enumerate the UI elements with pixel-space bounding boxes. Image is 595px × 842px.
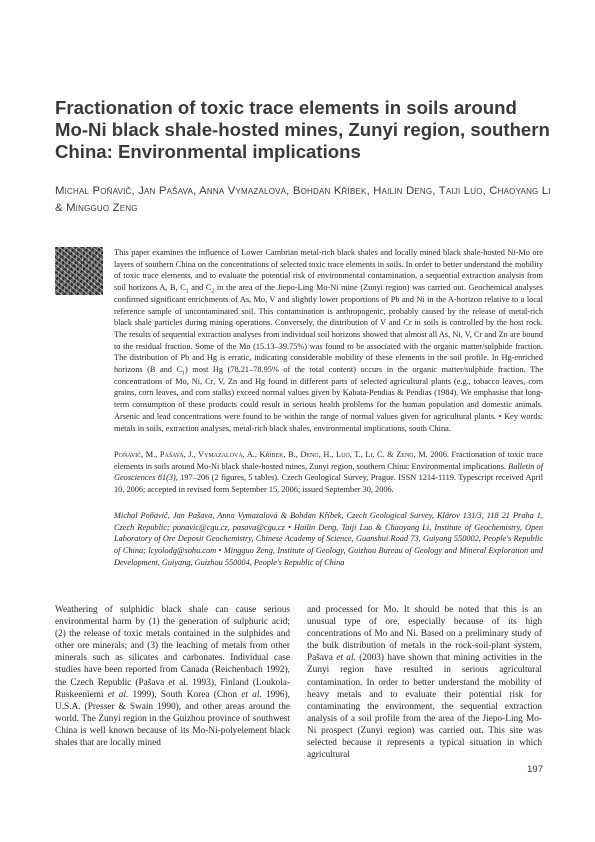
body-column-right: and processed for Mo. It should be noted that this is an unusual type of ore, especially because of its high concentrations of Mo and Ni. Based on a preliminary study of the bulk distribution of metals in the rock-soil-plant system, Pašava et al. (2003) have shown that mining activities in the Zunyi region have resulted in serious agricultural contamination. In order to better understand the mobility of heavy metals and to evaluate their potential risk for contaminating the environment, the sequential extraction analysis of a soil profile from the area of the Jiepo-Ling Mo-Ni prospect (Zunyi region) was carried out. This site was selected because it represents a typical situation in which agricultural [307,605,542,761]
black-shale-thumbnail [55,247,103,295]
author-affiliations: Michal Poňavič, Jan Pašava, Anna Vymazalová & Bohdan Kříbek, Czech Geological Survey, Klárov 131/3, 118 21 Praha 1, Czech Republic; ponavic@cgu.cz, pasava@cgu.cz • Hailin Deng, Taiji Luo & Chaoyang Li, Institute of Geochemistry, Open Laboratory of Ore Deposit Geochemistry, Chinese Academy of Science, Guanshui Road 73, Guiyang 550002, People's Republic of China; lcyolodg@sohu.com • Mingguo Zeng, Institute of Geology, Guizhou Bureau of Geology and Mineral Exploration and Development, Guiyang, Guizhou 550004, People's Republic of China [114,511,543,567]
body-column-left: Weathering of sulphidic black shale can cause serious environmental harm by (1) the generation of sulphuric acid; (2) the release of toxic metals contained in the sulphides and other ore minerals; and (3) the leaching of metals from other minerals such as silicates and carbonates. Individual case studies have been reported from Canada (Reichenbach 1992), the Czech Republic (Pašava et al. 1993), Finland (Loukola-Ruskeeniemi et al. 1999), South Korea (Chon et al. 1996), U.S.A. (Presser & Swain 1990), and other areas around the world. The Zunyi region in the Guizhou province of southwest China is well known because of its Mo-Ni-polyelement black shales that are locally mined [55,605,290,749]
citation-authors: Poňavič, M., Pašava, J., Vymazalová, A., Kříbek, B., Deng, H., Luo, T., Li, C. & Zeng, M. [114,450,428,459]
abstract: This paper examines the influence of Lower Cambrian metal-rich black shales and locally mined black shale-hosted Ni-Mo ore layers of southern China on the concentrations of selected toxic trace elements in soils. In order to better understand the mobility of toxic trace elements, and to evaluate the potential risk of environmental contamination, a sequential extraction analysis from soil horizons A, B, $C_1$ and $C_2$ in the area of the Jiepo-Ling Mo-Ni mine (Zunyi region) was carried out. Geochemical analyses confirmed significant enrichments of As, Mo, V and slightly lower proportions of Pb and Ni in the A-horizon relative to a local reference sample of uncontaminated soil. This contamination is anthropogenic, probably caused by the release of metal-rich black shale particles during mining operations. Conversely, the distribution of V and Cr in soils is controlled by the host rock. The results of sequential extraction analyses from individual soil horizons showed that almost all As, Ni, V, Cr and Zn are bound to the residual fraction. Some of the Mo (15.13–39.75%) was found to be associated with the organic matter/sulphide fraction. The distribution of Pb and Hg is erratic, indicating considerable mobility of these elements in the soil profile. In Hg-enriched horizons (B and $C_1$) most Hg (78.21–78.95% of the total content) occurs in the organic matter/sulphide fraction. The concentrations of Mo, Ni, Cr, V, Zn and Hg found in different parts of selected agricultural plants (e.g., tobacco leaves, corn grains, corn leaves, and corn stalks) exceed normal values given by Kabata-Pendias & Pendias (1984). We emphasise that long-term consumption of these products could result in serious health problems for the human population and domestic animals. Arsenic and lead concentrations were found to be within the range of normal values given for agricultural plants. • Key words: metals in soils, extraction analyses, metal-rich black shales, environmental implications, south China. [114,248,544,433]
page-number: 197 [527,764,543,775]
author-list: Michal Poňavič, Jan Pašava, Anna Vymazalová, Bohdan Kříbek, Hailin Deng, Taiji Luo, Chaoyang Li & Mingguo Zeng [55,185,551,214]
article-title: Fractionation of toxic trace elements in soils around Mo-Ni black shale-hosted mines, Zunyi region, southern China: Environmental implications [55,97,550,162]
journal-name: Bulletin of Geosciences 81(3) [114,461,544,483]
citation: Poňavič, M., Pašava, J., Vymazalová, A., Kříbek, B., Deng, H., Luo, T., Li, C. & Zeng, M. 2006. Fractionation of toxic trace elements in soils around Mo-Ni black shale-hosted mines, Zunyi region, southern China: Environmental implications. Bulletin of Geosciences 81(3), 197–206 (2 figures, 5 tables). Czech Geological Survey, Prague. ISSN 1214-1119. Typescript received April 10, 2006; accepted in revised form September 15, 2006; issued September 30, 2006. [114,450,544,495]
